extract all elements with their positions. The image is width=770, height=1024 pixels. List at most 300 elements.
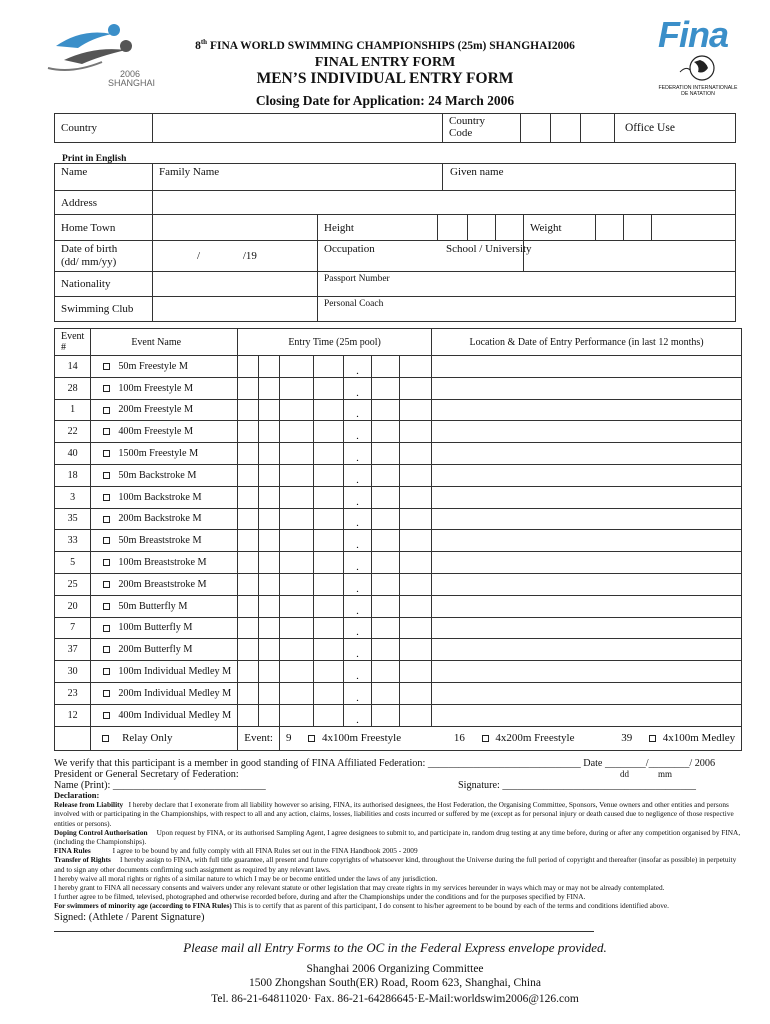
entry-time-digit[interactable] — [259, 530, 280, 552]
fina-logo — [658, 16, 738, 104]
entry-time-digit[interactable] — [399, 661, 431, 683]
date-mm-label: mm — [658, 769, 673, 779]
entry-time-digit[interactable] — [238, 377, 259, 399]
event-row — [55, 356, 742, 378]
entry-time-digit[interactable] — [238, 661, 259, 683]
entry-time-digit[interactable] — [238, 486, 259, 508]
event-checkbox[interactable] — [103, 407, 110, 414]
event-row — [55, 486, 742, 508]
event-name-cell — [91, 421, 238, 443]
country-table — [54, 113, 736, 143]
entry-time-digit[interactable] — [279, 573, 313, 595]
entry-time-digit[interactable]: . — [343, 639, 371, 661]
event-checkbox[interactable] — [103, 516, 110, 523]
entry-time-digit[interactable] — [399, 704, 431, 726]
event-name: 1500m Freestyle M — [118, 448, 199, 460]
weight-box-3[interactable] — [652, 215, 736, 241]
declaration-title: Declaration: — [54, 790, 100, 800]
entry-time-digit[interactable] — [313, 530, 343, 552]
event-row — [55, 552, 742, 574]
verify-section — [54, 758, 744, 791]
name-print-line[interactable]: Name (Print): ______________________________ — [54, 780, 266, 791]
entry-time-digit[interactable] — [313, 661, 343, 683]
entry-time-digit[interactable] — [313, 421, 343, 443]
location-field[interactable] — [431, 682, 741, 704]
logo-year: 2006 — [120, 69, 141, 79]
fina-federation-line1: FEDERATION INTERNATIONALE — [658, 85, 738, 91]
entry-time-digit[interactable] — [238, 704, 259, 726]
entry-time-digit[interactable] — [371, 595, 399, 617]
entry-time-digit[interactable]: . — [343, 486, 371, 508]
entry-time-digit[interactable] — [313, 704, 343, 726]
entry-time-digit[interactable] — [279, 639, 313, 661]
country-code-box-2[interactable] — [551, 114, 581, 143]
entry-time-digit[interactable] — [279, 421, 313, 443]
events-table — [54, 328, 742, 751]
nationality-label: Nationality — [61, 278, 111, 290]
relay-event-cell — [238, 726, 280, 750]
location-field[interactable] — [431, 356, 741, 378]
entry-time-digit[interactable] — [259, 356, 280, 378]
relay-options-cell: 9 4x100m Freestyle 16 4x200m Freestyle 39 4x100m Medley — [279, 726, 741, 750]
entry-time-digit[interactable]: . — [343, 552, 371, 574]
school-label: School / University — [446, 243, 532, 255]
entry-time-digit[interactable] — [399, 617, 431, 639]
event-name-cell — [91, 595, 238, 617]
event-name: 100m Freestyle M — [118, 382, 194, 394]
entry-time-digit[interactable] — [259, 486, 280, 508]
entry-time-digit[interactable] — [313, 595, 343, 617]
entry-time-digit[interactable] — [399, 399, 431, 421]
location-field[interactable] — [431, 377, 741, 399]
event-number: 40 — [55, 443, 91, 465]
president-label: President or General Secretary of Federation: — [54, 769, 239, 780]
club-field[interactable] — [153, 297, 318, 322]
relay-empty-cell — [55, 726, 91, 750]
event-number: 22 — [55, 421, 91, 443]
event-checkbox[interactable] — [103, 472, 110, 479]
fina-wordmark: Fina — [658, 14, 729, 55]
country-code-box-3[interactable] — [581, 114, 615, 143]
event-name: 100m Backstroke M — [118, 491, 202, 503]
globe-icon — [672, 54, 732, 82]
given-name-field[interactable] — [443, 164, 736, 191]
coach-label: Personal Coach — [324, 299, 384, 309]
date-dd-label: dd — [620, 769, 629, 779]
weight-box-2[interactable] — [624, 215, 652, 241]
entry-time-digit[interactable] — [279, 530, 313, 552]
event-checkbox[interactable] — [103, 537, 110, 544]
personal-table-bottom — [54, 214, 736, 322]
event-row — [55, 443, 742, 465]
entry-time-digit[interactable] — [259, 552, 280, 574]
entry-time-digit[interactable] — [279, 464, 313, 486]
event-name: 50m Butterfly M — [118, 600, 188, 612]
entry-time-digit[interactable] — [259, 661, 280, 683]
entry-time-digit[interactable] — [279, 617, 313, 639]
entry-time-digit[interactable] — [259, 704, 280, 726]
entry-time-digit[interactable] — [313, 486, 343, 508]
entry-time-digit[interactable] — [238, 399, 259, 421]
entry-time-digit[interactable]: . — [343, 464, 371, 486]
entry-time-digit[interactable]: . — [343, 530, 371, 552]
entry-time-digit[interactable] — [279, 595, 313, 617]
entry-time-digit[interactable] — [279, 356, 313, 378]
event-row — [55, 421, 742, 443]
filmed-clause: I further agree to be filmed, televised, photographed and otherwise recorded before, during and after the Championships under the conditions and for the purposes specified by FINA. — [54, 892, 586, 902]
form-subtitle: MEN’S INDIVIDUAL ENTRY FORM — [256, 70, 514, 87]
transfer-clause: Transfer of Rights I hereby assign to FINA, with full title guarantee, all present and future copyrights of whatsoever kind, throughout the Universe during the full period of copyright and thereafter (insofar as possible) in perpetuity and to sign any other documents confirming such assignment as required by any relevant laws. — [54, 855, 737, 874]
location-field[interactable] — [431, 399, 741, 421]
entry-time-digit[interactable] — [371, 464, 399, 486]
nationality-label-cell — [55, 272, 153, 297]
committee-address: 1500 Zhongshan South(ER) Road, Room 623, Shanghai, China — [249, 977, 541, 989]
event-name: 200m Backstroke M — [118, 513, 202, 525]
entry-time-digit[interactable] — [238, 573, 259, 595]
entry-time-digit[interactable] — [313, 443, 343, 465]
entry-time-digit[interactable] — [371, 704, 399, 726]
event-row — [55, 704, 742, 726]
event-name: 100m Butterfly M — [118, 622, 193, 634]
championship-title: 8th FINA WORLD SWIMMING CHAMPIONSHIPS (25m) SHANGHAI2006 — [195, 38, 575, 52]
event-number: 35 — [55, 508, 91, 530]
location-field[interactable] — [431, 704, 741, 726]
print-in-english: Print in English — [62, 154, 127, 164]
location-field[interactable] — [431, 486, 741, 508]
event-name: 400m Individual Medley M — [118, 709, 232, 721]
event-row — [55, 573, 742, 595]
fina-federation-line2: DE NATATION — [681, 91, 715, 97]
entry-time-digit[interactable] — [399, 530, 431, 552]
declaration — [54, 791, 742, 911]
event-name: 200m Individual Medley M — [118, 687, 232, 699]
entry-time-digit[interactable] — [259, 595, 280, 617]
event-row — [55, 508, 742, 530]
event-row — [55, 399, 742, 421]
event-checkbox[interactable] — [103, 603, 110, 610]
country-label-cell — [55, 114, 153, 143]
event-name: 400m Freestyle M — [118, 426, 194, 438]
event-checkbox[interactable] — [103, 428, 110, 435]
entry-time-digit[interactable] — [238, 356, 259, 378]
entry-time-digit[interactable] — [259, 399, 280, 421]
country-label: Country — [61, 122, 98, 134]
home-town-label-cell — [55, 215, 153, 241]
weight-label: Weight — [530, 221, 562, 234]
signature-line[interactable]: Signature: ______________________________________ — [458, 780, 696, 791]
relay-4x100-medley-checkbox[interactable] — [649, 735, 656, 742]
relay-4x100-free-checkbox[interactable] — [308, 735, 315, 742]
event-name-cell — [91, 552, 238, 574]
entry-time-digit[interactable]: . — [343, 443, 371, 465]
entry-time-digit[interactable] — [399, 486, 431, 508]
club-label-cell — [55, 297, 153, 322]
event-row — [55, 639, 742, 661]
relay-checkbox[interactable] — [102, 735, 109, 742]
school-field[interactable] — [446, 241, 736, 272]
entry-time-digit[interactable] — [238, 682, 259, 704]
dob-field[interactable]: / /19 — [153, 241, 318, 272]
col-entry-time: Entry Time (25m pool) — [238, 329, 432, 356]
entry-time-digit[interactable] — [371, 573, 399, 595]
location-field[interactable] — [431, 464, 741, 486]
given-name-label: Given name — [450, 166, 504, 178]
entry-time-digit[interactable] — [371, 661, 399, 683]
entry-time-digit[interactable] — [399, 421, 431, 443]
entry-time-digit[interactable] — [279, 682, 313, 704]
signature-field[interactable] — [54, 931, 594, 932]
location-field[interactable] — [431, 421, 741, 443]
height-box-2[interactable] — [468, 215, 496, 241]
location-field[interactable] — [431, 552, 741, 574]
entry-time-digit[interactable] — [399, 552, 431, 574]
entry-time-digit[interactable] — [238, 595, 259, 617]
club-label: Swimming Club — [61, 303, 134, 315]
entry-time-digit[interactable] — [371, 508, 399, 530]
event-name-cell — [91, 639, 238, 661]
entry-time-digit[interactable] — [313, 399, 343, 421]
entry-time-digit[interactable] — [238, 617, 259, 639]
event-checkbox[interactable] — [103, 385, 110, 392]
entry-time-digit[interactable] — [279, 508, 313, 530]
entry-time-digit[interactable] — [399, 595, 431, 617]
event-checkbox[interactable] — [103, 581, 110, 588]
entry-time-digit[interactable]: . — [343, 508, 371, 530]
event-number: 18 — [55, 464, 91, 486]
entry-time-digit[interactable] — [399, 356, 431, 378]
entry-time-digit[interactable] — [313, 552, 343, 574]
closing-date: Closing Date for Application: 24 March 2006 — [255, 93, 515, 108]
event-name-cell — [91, 508, 238, 530]
entry-time-digit[interactable] — [399, 639, 431, 661]
location-field[interactable] — [431, 443, 741, 465]
passport-field[interactable] — [318, 272, 736, 297]
entry-time-digit[interactable] — [371, 421, 399, 443]
entry-time-digit[interactable] — [238, 508, 259, 530]
entry-time-digit[interactable] — [259, 421, 280, 443]
entry-time-digit[interactable] — [399, 377, 431, 399]
entry-time-digit[interactable] — [259, 682, 280, 704]
event-checkbox[interactable] — [103, 625, 110, 632]
event-name-cell — [91, 530, 238, 552]
height-box-3[interactable] — [496, 215, 524, 241]
entry-time-digit[interactable] — [399, 682, 431, 704]
entry-time-digit[interactable] — [238, 443, 259, 465]
event-checkbox[interactable] — [103, 363, 110, 370]
entry-time-digit[interactable] — [399, 464, 431, 486]
entry-time-digit[interactable] — [279, 399, 313, 421]
event-row — [55, 661, 742, 683]
name-label-cell — [55, 164, 153, 191]
entry-time-digit[interactable] — [279, 661, 313, 683]
entry-time-digit[interactable] — [313, 508, 343, 530]
entry-time-digit[interactable] — [371, 486, 399, 508]
entry-time-digit[interactable] — [259, 617, 280, 639]
event-checkbox[interactable] — [103, 559, 110, 566]
entry-time-digit[interactable] — [399, 573, 431, 595]
entry-time-digit[interactable] — [371, 399, 399, 421]
weight-field[interactable] — [524, 215, 596, 241]
entry-time-digit[interactable]: . — [343, 421, 371, 443]
event-checkbox[interactable] — [103, 690, 110, 697]
entry-time-digit[interactable]: . — [343, 617, 371, 639]
event-row — [55, 617, 742, 639]
event-name-cell — [91, 617, 238, 639]
moral-clause: I hereby waive all moral rights or rights of a similar nature to which I may be or become entitled under the laws of any jurisdiction. — [54, 873, 438, 883]
relay-label: Relay Only — [122, 732, 173, 745]
event-name-cell — [91, 464, 238, 486]
doping-clause: Doping Control Authorisation Upon request by FINA, or its authorised Sampling Agent, I agree designees to submit to, and participate in, random drug testing at any time before, during or after any competition organised by FINA, (including the Championships). — [54, 827, 741, 847]
verify-federation-line: We verify that this participant is a member in good standing of FINA Affiliated Federation: ______________________________ Date ________/________/ 2006 — [54, 758, 716, 769]
entry-time-digit[interactable] — [313, 377, 343, 399]
event-number: 30 — [55, 661, 91, 683]
entry-time-digit[interactable] — [279, 486, 313, 508]
location-field[interactable] — [431, 661, 741, 683]
col-location: Location & Date of Entry Performance (in last 12 months) — [431, 329, 741, 356]
event-checkbox[interactable] — [103, 646, 110, 653]
shanghai-2006-logo — [42, 16, 162, 88]
entry-time-digit[interactable] — [259, 443, 280, 465]
location-field[interactable] — [431, 573, 741, 595]
relay-label-cell — [91, 726, 238, 750]
event-row — [55, 377, 742, 399]
entry-time-digit[interactable]: . — [343, 595, 371, 617]
event-name: 100m Individual Medley M — [118, 666, 232, 678]
signed-label: Signed: (Athlete / Parent Signature) — [54, 912, 205, 923]
committee-contact: Tel. 86-21-64811020· Fax. 86-21-64286645·E-Mail:worldswim2006@126.com — [211, 993, 579, 1005]
entry-time-digit[interactable] — [259, 464, 280, 486]
entry-time-digit[interactable] — [399, 443, 431, 465]
col-event-no: Event # — [55, 329, 91, 356]
event-number: 37 — [55, 639, 91, 661]
family-name-label: Family Name — [159, 166, 220, 178]
office-use-cell — [615, 114, 736, 143]
entry-time-digit[interactable] — [259, 377, 280, 399]
entry-time-digit[interactable] — [279, 377, 313, 399]
entry-time-digit[interactable] — [238, 464, 259, 486]
location-field[interactable] — [431, 508, 741, 530]
entry-time-digit[interactable]: . — [343, 356, 371, 378]
relay-row — [55, 726, 742, 750]
entry-time-digit[interactable] — [279, 704, 313, 726]
event-name: 50m Breaststroke M — [118, 535, 202, 547]
event-checkbox[interactable] — [103, 668, 110, 675]
entry-time-digit[interactable] — [259, 639, 280, 661]
country-code-box-1[interactable] — [521, 114, 551, 143]
entry-time-digit[interactable]: . — [343, 399, 371, 421]
entry-time-digit[interactable]: . — [343, 704, 371, 726]
event-name-cell — [91, 704, 238, 726]
entry-time-digit[interactable] — [238, 421, 259, 443]
entry-time-digit[interactable] — [259, 508, 280, 530]
entry-time-digit[interactable] — [313, 682, 343, 704]
event-name: 50m Backstroke M — [118, 469, 197, 481]
release-clause: Release from Liability I hereby declare that I exonerate from all liability however so arising, FINA, its authorised designees, the Host Federation, the Organising Committee, Sponsors, Venue owners and other entities and persons involved with or participating in the Championships, with respect to all and any action, claims, losses, liabilities and costs incurred or suffered by me (except as for personal injury or death caused due to negligence of those respective entities or persons). — [54, 800, 734, 828]
committee-name: Shanghai 2006 Organizing Committee — [306, 963, 484, 975]
entry-time-digit[interactable] — [313, 573, 343, 595]
event-checkbox[interactable] — [103, 712, 110, 719]
entry-time-digit[interactable]: . — [343, 573, 371, 595]
country-code-label-cell: Country Code — [443, 114, 521, 143]
event-number: 20 — [55, 595, 91, 617]
entry-time-digit[interactable] — [371, 639, 399, 661]
height-box-1[interactable] — [438, 215, 468, 241]
event-name: 200m Breaststroke M — [118, 578, 207, 590]
event-name-cell — [91, 443, 238, 465]
event-number: 33 — [55, 530, 91, 552]
entry-time-digit[interactable] — [279, 443, 313, 465]
entry-time-digit[interactable] — [238, 552, 259, 574]
event-row — [55, 464, 742, 486]
entry-time-digit[interactable] — [238, 639, 259, 661]
col-event-name: Event Name — [91, 329, 238, 356]
entry-time-digit[interactable] — [371, 682, 399, 704]
consent-clause: I hereby grant to FINA all necessary consents and waivers under any relevant statute or other legislation that may create rights in my services hereunder in ways which may or may not be already contemplated. — [54, 883, 665, 893]
event-checkbox[interactable] — [103, 494, 110, 501]
location-field[interactable] — [431, 595, 741, 617]
entry-time-digit[interactable] — [371, 356, 399, 378]
entry-time-digit[interactable]: . — [343, 377, 371, 399]
event-number: 25 — [55, 573, 91, 595]
event-row — [55, 530, 742, 552]
coach-field[interactable] — [318, 297, 736, 322]
name-label: Name — [61, 166, 88, 178]
entry-time-digit[interactable] — [371, 377, 399, 399]
form-title: FINAL ENTRY FORM — [314, 55, 456, 70]
entry-time-digit[interactable] — [238, 530, 259, 552]
event-name: 200m Butterfly M — [118, 644, 193, 656]
occupation-label: Occupation — [324, 243, 375, 255]
event-name-cell — [91, 486, 238, 508]
location-field[interactable] — [431, 530, 741, 552]
entry-time-digit[interactable] — [259, 573, 280, 595]
entry-time-digit[interactable]: . — [343, 661, 371, 683]
logo-city: SHANGHAI — [108, 78, 156, 88]
entry-time-digit[interactable] — [313, 617, 343, 639]
relay-4x200-free-checkbox[interactable] — [482, 735, 489, 742]
entry-time-digit[interactable] — [371, 530, 399, 552]
country-field[interactable] — [153, 114, 443, 143]
entry-time-digit[interactable] — [313, 356, 343, 378]
event-name-cell — [91, 661, 238, 683]
address-field[interactable] — [153, 191, 736, 215]
event-checkbox[interactable] — [103, 450, 110, 457]
entry-time-digit[interactable] — [399, 508, 431, 530]
event-name-cell — [91, 377, 238, 399]
height-field[interactable] — [318, 215, 438, 241]
event-number: 12 — [55, 704, 91, 726]
entry-time-digit[interactable] — [313, 639, 343, 661]
entry-time-digit[interactable]: . — [343, 682, 371, 704]
home-town-label: Home Town — [61, 221, 116, 234]
location-field[interactable] — [431, 617, 741, 639]
weight-box-1[interactable] — [596, 215, 624, 241]
home-town-field[interactable] — [153, 215, 318, 241]
nationality-field[interactable] — [153, 272, 318, 297]
entry-time-digit[interactable] — [371, 552, 399, 574]
entry-time-digit[interactable] — [313, 464, 343, 486]
entry-time-digit[interactable] — [371, 617, 399, 639]
address-label: Address — [61, 196, 98, 209]
entry-time-digit[interactable] — [371, 443, 399, 465]
rules-clause: FINA Rules I agree to be bound by and fully comply with all FINA Rules set out in the FINA Handbook 2005 - 2009 — [54, 846, 418, 856]
location-field[interactable] — [431, 639, 741, 661]
address-label-cell — [55, 191, 153, 215]
event-row — [55, 682, 742, 704]
family-name-field[interactable] — [153, 164, 443, 191]
event-name: 100m Breaststroke M — [118, 557, 207, 569]
entry-time-digit[interactable] — [279, 552, 313, 574]
